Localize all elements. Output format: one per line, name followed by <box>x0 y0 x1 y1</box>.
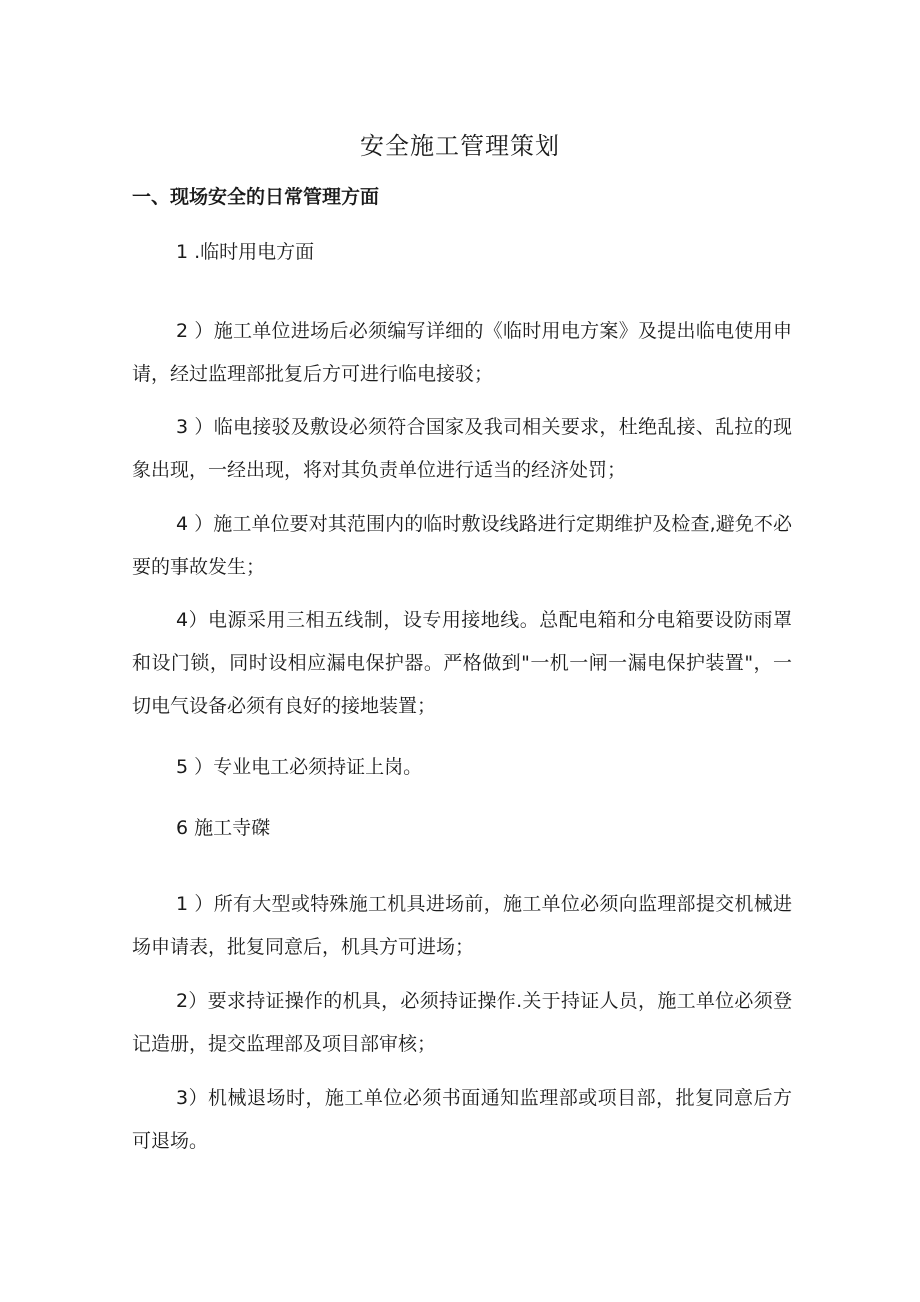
paragraph: 3）机械退场时，施工单位必须书面通知监理部或项目部，批复同意后方可退场。 <box>132 1087 792 1152</box>
paragraph: 3 ）临电接驳及敷设必须符合国家及我司相关要求，杜绝乱接、乱拉的现象出现，一经出现，将对其负责单位进行适当的经济处罚； <box>132 416 792 481</box>
paragraph: 2 ）施工单位进场后必须编写详细的《临时用电方案》及提出临电使用申请，经过监理部批复后方可进行临电接驳； <box>132 320 792 385</box>
document-title: 安全施工管理策划 <box>360 132 560 160</box>
paragraph: 1 ）所有大型或特殊施工机具进场前，施工单位必须向监理部提交机械进场申请表，批复同意后，机具方可进场； <box>132 893 792 958</box>
section-heading: 一、现场安全的日常管理方面 <box>132 186 380 208</box>
paragraph: 5 ）专业电工必须持证上岗。 <box>176 756 423 778</box>
subsection-heading-machinery: 6 施工寺磔 <box>176 817 271 839</box>
subsection-heading-electricity: 1 .临时用电方面 <box>176 241 315 263</box>
paragraph: 4 ）施工单位要对其范围内的临时敷设线路进行定期维护及检查,避免不必要的事故发生； <box>132 513 792 578</box>
paragraph: 2）要求持证操作的机具，必须持证操作.关于持证人员，施工单位必须登记造册，提交监理部及项目部审核； <box>132 990 792 1055</box>
paragraph: 4）电源采用三相五线制，设专用接地线。总配电箱和分电箱要设防雨罩和设门锁，同时设相应漏电保护器。严格做到"一机一闸一漏电保护装置"，一切电气设备必须有良好的接地装置； <box>132 609 792 717</box>
